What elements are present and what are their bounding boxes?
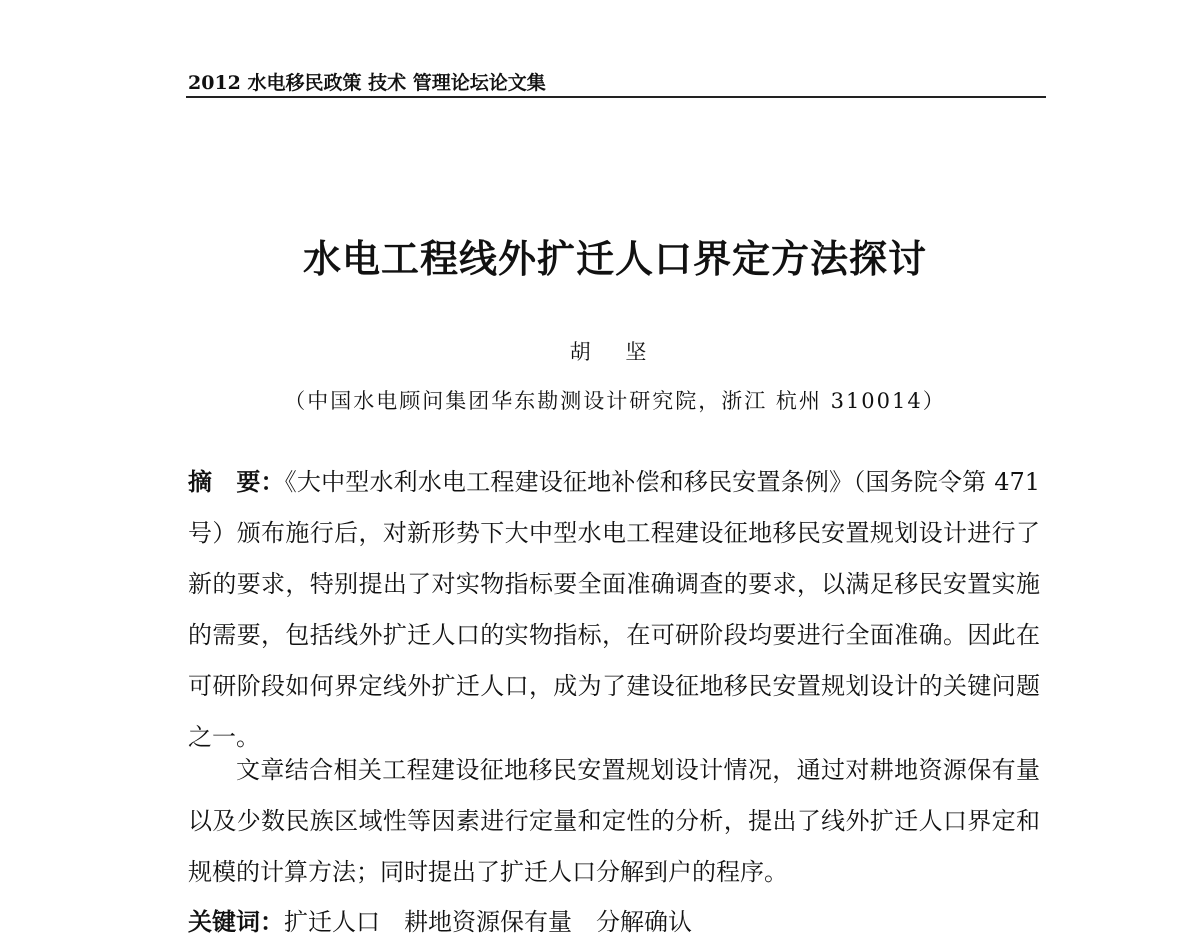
keywords-text: 扩迁人口 耕地资源保有量 分解确认	[284, 908, 692, 936]
abstract-label: 摘 要：	[188, 467, 285, 496]
running-header: 2012 水电移民政策 技术 管理论坛论文集	[188, 72, 546, 94]
author-affiliation: （中国水电顾问集团华东勘测设计研究院，浙江 杭州 310014）	[284, 389, 946, 413]
abstract-paragraph-1	[188, 456, 1040, 763]
keywords-line	[188, 896, 1040, 948]
abstract-text-1: 《大中型水利水电工程建设征地补偿和移民安置条例》（国务院令第 471 号）颁布施行后，对新形势下大中型水电工程建设征地移民安置规划设计进行了新的要求，特别提出了对实物指标要全面准确调查的要求，以满足移民安置实施的需要，包括线外扩迁人口的实物指标，在可研阶段均要进行全面准确。因此在可研阶段如何界定线外扩迁人口，成为了建设征地移民安置规划设计的关键问题之一。	[188, 468, 1040, 751]
abstract-paragraph-2: 文章结合相关工程建设征地移民安置规划设计情况，通过对耕地资源保有量以及少数民族区域性等因素进行定量和定性的分析，提出了线外扩迁人口界定和规模的计算方法；同时提出了扩迁人口分解到户的程序。	[188, 756, 1040, 886]
keywords-label: 关键词：	[188, 907, 284, 936]
header-rule	[186, 96, 1046, 98]
paper-title: 水电工程线外扩迁人口界定方法探讨	[302, 236, 927, 281]
author-name: 胡 坚	[569, 340, 661, 364]
